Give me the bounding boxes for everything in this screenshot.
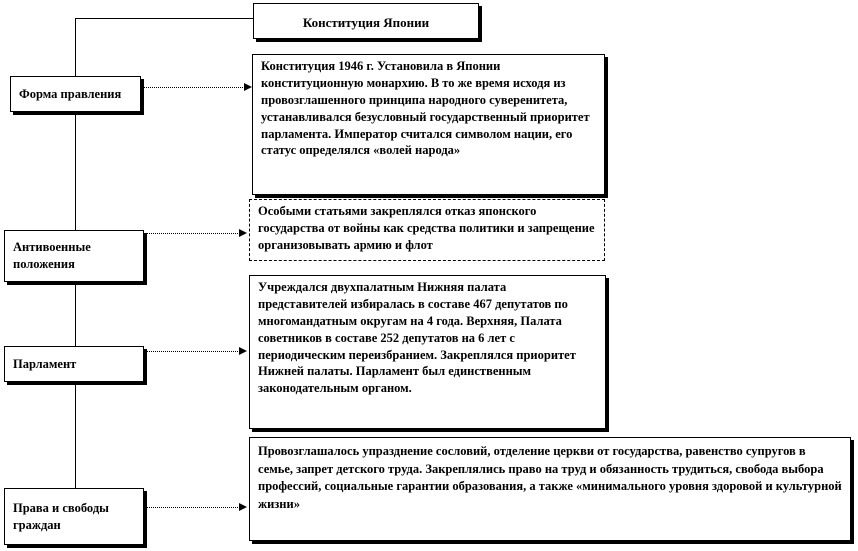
branch-arrow-line-rights xyxy=(144,507,240,508)
branch-text-antiwar: Особыми статьями закреплялся отказ японского государства от войны как средства политики и запрещение организовывать армию и флот xyxy=(258,204,595,252)
branch-arrowhead-parliament xyxy=(239,347,247,355)
branch-arrow-line-government-form xyxy=(141,87,245,88)
branch-text-box-antiwar xyxy=(249,199,605,261)
diagram-title-box xyxy=(253,3,479,39)
branch-arrowhead-government-form xyxy=(244,83,252,91)
branch-label-box-rights xyxy=(4,488,144,545)
diagram-title: Конституция Японии xyxy=(302,15,430,30)
branch-text-box-rights xyxy=(249,437,851,541)
branch-label-antiwar: Антивоенные положения xyxy=(13,240,91,271)
branch-arrowhead-antiwar xyxy=(239,229,247,237)
title-connector-line xyxy=(75,18,253,19)
branch-text-box-government-form xyxy=(252,54,605,195)
branch-text-box-parliament xyxy=(249,275,606,429)
branch-text-rights: Провозглашалось упразднение сословий, отделение церкви от государства, равенство супругов в семье, запрет детского труда. Закреплялись право на труд и обязанность трудиться, свобода выбора профессий, социальные гарантии образования, а также «минимального уровня здоровой и культурной жизни» xyxy=(258,444,842,511)
branch-arrow-line-parliament xyxy=(144,351,240,352)
branch-label-rights: Права и свободы граждан xyxy=(13,500,109,532)
branch-label-government-form: Форма правления xyxy=(19,86,122,101)
branch-arrow-line-antiwar xyxy=(144,233,240,234)
branch-label-box-antiwar xyxy=(4,230,144,282)
branch-label-box-government-form xyxy=(10,76,141,112)
branch-label-box-parliament xyxy=(4,346,144,382)
branch-arrowhead-rights xyxy=(239,503,247,511)
branch-text-government-form: Конституция 1946 г. Установила в Японии конституционную монархию. В то же время исходя из провозглашенного принципа народного суверенитета, устанавливался безусловный государственный приоритет парламента. Император считался символом нации, его статус определялся «волей народа» xyxy=(261,59,590,158)
branch-text-parliament: Учреждался двухпалатным Нижняя палата представителей избиралась в составе 467 депутатов по многомандатным округам на 4 года. Верхняя, Палата советников в составе 252 депутатов на 6 лет с периодическим переизбранием. Закреплялся приоритет Нижней палаты. Парламент был единственным законодательным органом. xyxy=(258,280,576,396)
branch-label-parliament: Парламент xyxy=(13,356,77,371)
